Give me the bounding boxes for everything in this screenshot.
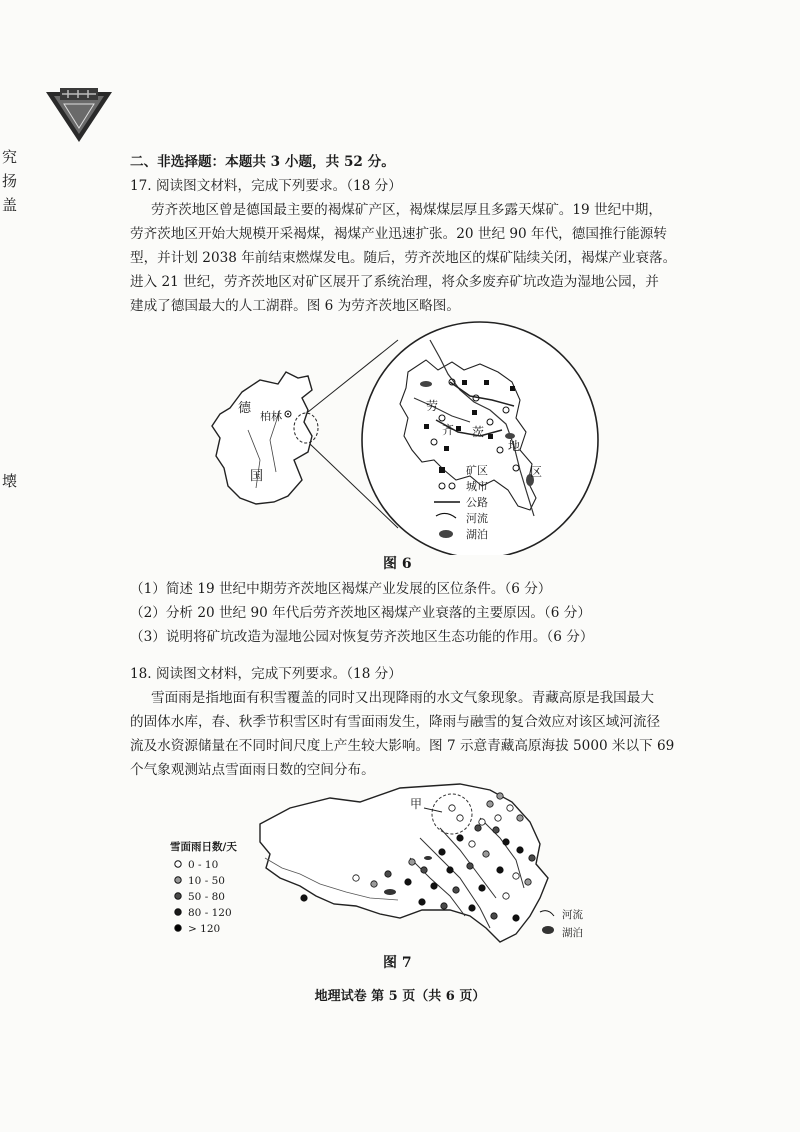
margin-char: 扬 xyxy=(2,172,18,190)
q18-heading: 18. 阅读图文材料，完成下列要求。（18 分） xyxy=(130,666,402,682)
svg-text:公路: 公路 xyxy=(466,496,488,509)
q17-body-line: 建成了德国最大的人工湖群。图 6 为劳齐茨地区略图。 xyxy=(130,298,460,314)
q17-question: （3）说明将矿坑改造为湿地公园对恢复劳齐茨地区生态功能的作用。（6 分） xyxy=(130,629,594,645)
svg-text:矿区: 矿区 xyxy=(466,464,488,477)
school-logo xyxy=(44,86,114,144)
svg-text:河流: 河流 xyxy=(562,909,583,921)
svg-text:0 - 10: 0 - 10 xyxy=(188,859,219,871)
region-char: 茨 xyxy=(472,425,485,439)
q18-body-line: 的固体水库，春、秋季节积雪区时有雪面雨发生，降雨与融雪的复合效应对该区域河流径 xyxy=(130,714,661,730)
germany-label-2: 国 xyxy=(250,469,264,484)
q17-body-line: 型，并计划 2038 年前结束燃煤发电。随后，劳齐茨地区的煤矿陆续关闭，褐煤产业衰落。 xyxy=(130,250,677,266)
svg-text:湖泊: 湖泊 xyxy=(562,927,583,939)
svg-text:> 120: > 120 xyxy=(188,923,221,935)
svg-text:湖泊: 湖泊 xyxy=(466,528,488,541)
q17-heading: 17. 阅读图文材料，完成下列要求。（18 分） xyxy=(130,178,402,194)
label-jia: 甲 xyxy=(410,797,423,811)
figure-7-caption: 图 7 xyxy=(383,955,412,971)
figure-7-legend xyxy=(170,840,237,935)
germany-label-1: 德 xyxy=(238,401,252,416)
section-title: 二、非选择题：本题共 3 小题，共 52 分。 xyxy=(130,154,395,170)
region-char: 齐 xyxy=(442,423,455,437)
figure-6-map xyxy=(190,310,630,555)
q18-body-line: 个气象观测站点雪面雨日数的空间分布。 xyxy=(130,762,375,778)
figure-7-legend-right xyxy=(540,908,583,939)
figure-6-caption: 图 6 xyxy=(383,556,412,572)
q18-body-line: 雪面雨是指地面有积雪覆盖的同时又出现降雨的水文气象现象。青藏高原是我国最大 xyxy=(151,690,654,706)
svg-text:80 - 120: 80 - 120 xyxy=(188,907,232,919)
region-char: 区 xyxy=(530,465,543,479)
city-label-berlin: 柏林 xyxy=(260,410,282,423)
svg-text:河流: 河流 xyxy=(466,512,488,525)
svg-text:50 - 80: 50 - 80 xyxy=(188,891,225,903)
svg-text:10 - 50: 10 - 50 xyxy=(188,875,225,887)
q17-question: （1）简述 19 世纪中期劳齐茨地区褐煤产业发展的区位条件。（6 分） xyxy=(130,581,552,597)
q17-body-line: 进入 21 世纪，劳齐茨地区对矿区展开了系统治理，将众多废弃矿坑改造为湿地公园，并 xyxy=(130,274,659,290)
region-char: 地 xyxy=(508,439,521,453)
q17-question: （2）分析 20 世纪 90 年代后劳齐茨地区褐煤产业衰落的主要原因。（6 分） xyxy=(130,605,591,621)
svg-text:雪面雨日数/天: 雪面雨日数/天 xyxy=(170,841,237,853)
margin-char: 盖 xyxy=(2,196,18,214)
figure-7-map xyxy=(160,778,600,952)
plateau-outline xyxy=(260,784,548,942)
page-footer: 地理试卷 第 5 页（共 6 页） xyxy=(314,989,486,1004)
q17-body-line: 劳齐茨地区开始大规模开采褐煤，褐煤产业迅速扩张。20 世纪 90 年代，德国推行能源转 xyxy=(130,226,667,242)
q18-body-line: 流及水资源储量在不同时间尺度上产生较大影响。图 7 示意青藏高原海拔 5000 米以下 69 xyxy=(130,738,675,754)
region-char: 劳 xyxy=(426,399,439,413)
margin-char: 究 xyxy=(2,148,18,166)
margin-char: 壊 xyxy=(2,472,18,490)
q17-body-line: 劳齐茨地区曾是德国最主要的褐煤矿产区，褐煤煤层厚且多露天煤矿。19 世纪中期， xyxy=(151,202,662,218)
svg-text:城市: 城市 xyxy=(466,480,488,493)
